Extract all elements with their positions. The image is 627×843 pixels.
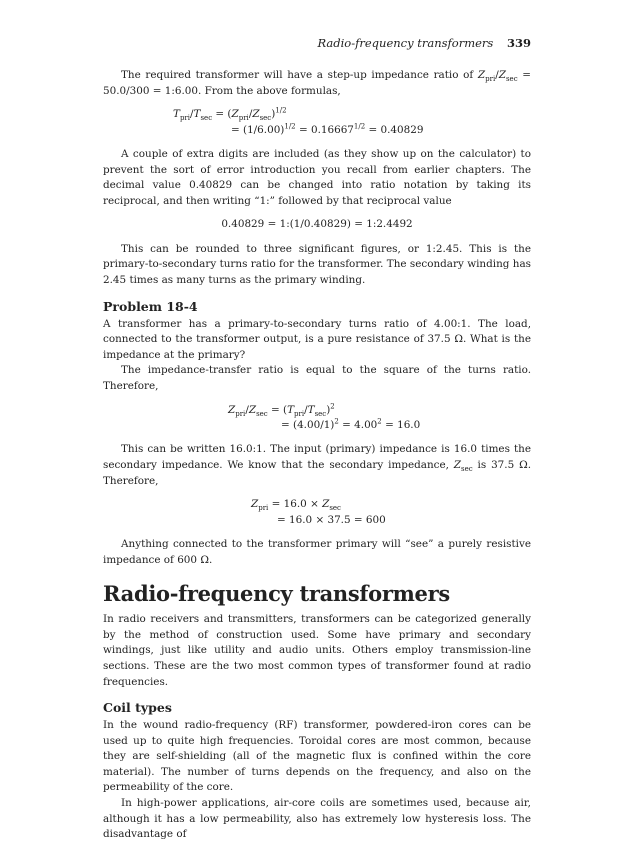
- equation-primary-impedance: [103, 497, 531, 528]
- problem-paragraph-4: Anything connected to the transformer primary will “see” a purely resistive impedance of 600 Ω.: [103, 537, 531, 566]
- equation-line: = $(4.00/1)^2 = 4.00^2 = 16.0$: [281, 417, 421, 431]
- equation-line: $Z_{pri} = 16.0 \times Z_{sec}$: [251, 498, 341, 513]
- problem-paragraph-3: This can be written 16.0:1. The input (primary) impedance is 16.0 times the secondary impedance. We know that the secondary impedance, $Z_{sec}$ is 37.5 Ω. Therefore,: [103, 443, 531, 487]
- equation-line: $T_{pri}/T_{sec} = (Z_{pri}/Z_{sec})^{1/2}$: [173, 106, 287, 123]
- equation-reciprocal: 0.40829 = 1:(1/0.40829) = 1:2.4492: [221, 218, 413, 231]
- coil-types-heading: Coil types: [103, 700, 172, 716]
- coil-paragraph-2: In high-power applications, air-core coils are sometimes used, because air, although it has a low permeability, also has extremely low hysteresis loss. The disadvantage of: [103, 797, 531, 841]
- problem-paragraph-2: The impedance-transfer ratio is equal to the square of the turns ratio. Therefore,: [103, 364, 531, 392]
- running-head: [103, 34, 531, 52]
- equation-line: = 16.0 × 37.5 = 600: [277, 513, 386, 526]
- equation-turns-ratio: [103, 107, 531, 138]
- equation-line: = $(1/6.00)^{1/2} = 0.16667^{1/2} = 0.40829$: [231, 122, 424, 136]
- equation-line: $Z_{pri}/Z_{sec} = (T_{pri}/T_{sec})^2$: [228, 402, 335, 418]
- intro-paragraph-1: The required transformer will have a step-up impedance ratio of $Z_{pri}/Z_{sec} = 50.0/300$ = 1:6.00. From the above formulas,: [103, 69, 531, 97]
- problem-heading: Problem 18-4: [103, 298, 198, 314]
- intro-paragraph-3: This can be rounded to three significant figures, or 1:2.45. This is the primary-to-secondary turns ratio for the transformer. The secondary winding has 2.45 times as many turns as the primary winding.: [103, 242, 531, 286]
- book-page: [103, 34, 531, 843]
- section-heading: Radio-frequency transformers: [103, 581, 450, 607]
- section-paragraph-1: In radio receivers and transmitters, transformers can be categorized generally by the method of construction used. Some have primary and secondary windings, just like utility and audio units. Others employ transmission-line sections. These are the two most common types of transformer found at radio frequencies.: [103, 613, 531, 688]
- equation-impedance-ratio: [103, 403, 531, 434]
- problem-paragraph-1: A transformer has a primary-to-secondary turns ratio of 4.00:1. The load, connected to the transformer output, is a pure resistance of 37.5 Ω. What is the impedance at the primary?: [103, 317, 531, 361]
- running-head-title: Radio-frequency transformers: [317, 36, 494, 50]
- coil-paragraph-1: In the wound radio-frequency (RF) transformer, powdered-iron cores can be used up to quite high frequencies. Toroidal cores are most common, because they are self-shielding (all of the magnetic flux is confined within the core material). The number of turns depends on the frequency, and also on the permeability of the core.: [103, 719, 531, 794]
- page-number: 339: [506, 36, 531, 50]
- intro-paragraph-2: A couple of extra digits are included (as they show up on the calculator) to prevent the sort of error introduction you recall from earlier chapters. The decimal value 0.40829 can be changed into ratio notation by taking its reciprocal, and then writing “1:” followed by that reciprocal value: [103, 148, 531, 207]
